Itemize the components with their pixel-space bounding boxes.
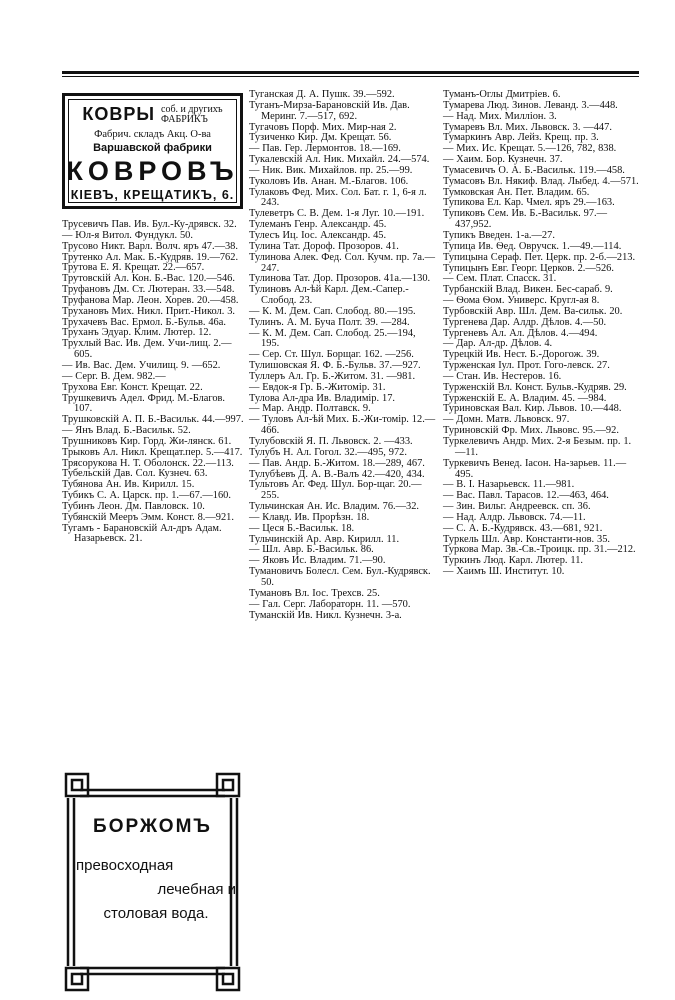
directory-entry: Турбанскiй Влад. Викен. Бес-сараб. 9.: [443, 284, 613, 296]
directory-entry: — Клавд. Ив. Прорѣзн. 18.: [249, 511, 370, 523]
carpet-ad-address: КIЕВЪ, КРЕЩАТИКЪ, 6.: [70, 188, 235, 202]
directory-entry: Тулова Ал-дра Ив. Владимiр. 17.: [249, 392, 395, 404]
header-rule-thin: [62, 76, 639, 77]
directory-entry: Тубинъ Леон. Дм. Павловск. 10.: [62, 500, 205, 512]
directory-entry: Тупикова Ел. Кар. Чмел. яръ 29.—163.: [443, 197, 615, 209]
directory-entry: — Пав. Гер. Лермонтов. 18.—169.: [249, 143, 401, 155]
carpet-ad-warsaw: Варшавской фабрики: [93, 142, 212, 154]
directory-entry: Трухова Евг. Конст. Крещат. 22.: [62, 381, 203, 393]
directory-entry: Тумасевичъ О. А. Б.-Васильк. 119.—458.: [443, 164, 625, 176]
directory-entry: Тульчинская Ан. Ис. Владим. 76.—32.: [249, 501, 420, 513]
directory-entry: Туркелевичъ Андр. Мих. 2-я Безым. пр. 1.—11.: [443, 436, 632, 458]
directory-entry: Тупицына Сераф. Пет. Церк. пр. 2-б.—213.: [443, 251, 636, 263]
directory-entry: Тубянскiй Мееръ Эмм. Конст. 8.—921.: [62, 511, 234, 523]
directory-entry: — Сер. Ст. Шул. Борщаг. 162. —256.: [249, 349, 414, 361]
directory-entry: Турбовскiй Авр. Шл. Дем. Ва-сильк. 20.: [443, 305, 623, 317]
directory-entry: — Евдок-я Гр. Б.-Житомiр. 31.: [249, 381, 386, 393]
directory-entry: Тупикъ Введен. 1-а.—27.: [443, 229, 555, 241]
directory-entry: Тузиченко Кир. Дм. Крещат. 56.: [249, 132, 392, 144]
directory-column-1: [62, 220, 245, 545]
directory-entry: Тумарева Люд. Зинов. Леванд. 3.—448.: [443, 99, 618, 111]
directory-entry: — К. М. Дем. Сап. Слобод. 25.—194, 195.: [249, 327, 416, 350]
directory-entry: — Ив. Вас. Дем. Училищ. 9. —652.: [62, 359, 221, 371]
directory-entry: Туганъ-Мирза-Барановскiй Ив. Дав. Меринг. 7.—517, 692.: [249, 99, 410, 122]
directory-entry: Трушниковъ Кир. Горд. Жи-лянск. 61.: [62, 435, 232, 447]
directory-entry: Трясорукова Н. Т. Оболонск. 22.—113.: [62, 457, 234, 469]
carpet-ad-warehouse: Фабрич. складъ Акц. О-ва: [94, 129, 211, 140]
directory-entry: Тупицынъ Евг. Георг. Церков. 2.—526.: [443, 262, 614, 274]
directory-entry: — Над. Мих. Миллiон. 3.: [443, 110, 557, 122]
directory-entry: Тупиковъ Сем. Ив. Б.-Васильк. 97.—437,952.: [443, 208, 608, 231]
directory-entry: Трусевичъ Пав. Ив. Бул.-Ку-дрявск. 32.: [62, 219, 237, 230]
directory-entry: Тумаревъ Вл. Мих. Львовск. 3. —447.: [443, 121, 612, 133]
directory-entry: Трутенко Ал. Мак. Б.-Кудряв. 19.—762.: [62, 251, 239, 263]
directory-entry: Трушковскiй А. П. Б.-Васильк. 44.—997.: [62, 414, 244, 426]
directory-entry: — Янъ Влад. Б.-Васильк. 52.: [62, 425, 191, 437]
directory-entry: Тумасовъ Вл. Някиф. Влад. Лыбед. 4.—571.: [443, 175, 639, 187]
directory-entry: Тульчинскiй Ар. Авр. Кирилл. 11.: [249, 533, 400, 545]
directory-entry: Тугамъ - Барановскiй Ал-дръ Адам. Назарьевск. 21.: [62, 522, 222, 545]
directory-entry: Тулубъ Н. Ал. Гогол. 32.—495, 972.: [249, 446, 407, 458]
carpet-ad-word: КОВРЫ: [82, 104, 156, 124]
directory-entry: Тультовъ Аг. Фед. Шул. Бор-щаг. 20.—255.: [249, 479, 422, 502]
directory-entry: Трухачевъ Вас. Ермол. Б.-Бульв. 46а.: [62, 316, 226, 328]
directory-entry: Труфановъ Дм. Ст. Лютеран. 33.—548.: [62, 284, 235, 296]
carpet-ad-factories-word: ФАБРИКЪ: [161, 113, 208, 125]
directory-entry: Туллеръ Ал. Гр. Б.-Житом. 31. —981.: [249, 370, 416, 382]
directory-entry: Трыковъ Ал. Никл. Крещат.пер. 5.—417.: [62, 446, 243, 458]
directory-entry: — С. А. Б.-Кудрявск. 43.—681, 921.: [443, 522, 603, 534]
borjomi-ad-slogan: [76, 854, 236, 926]
directory-entry: — Ник. Вик. Михайлов. пр. 25.—99.: [249, 164, 413, 176]
directory-entry: Тумковская Ан. Пет. Владим. 65.: [443, 186, 590, 198]
directory-entry: — Зин. Вильг. Андреевск. сп. 36.: [443, 501, 591, 513]
directory-entry: Турженскiй Вл. Конст. Бульв.-Кудряв. 29.: [443, 381, 627, 393]
directory-entry: Тулиновъ Ал-ѣй Карл. Дем.-Сапер.-Слобод. 23.: [249, 284, 409, 307]
directory-entry: — Вас. Павл. Тарасов. 12.—463, 464.: [443, 490, 609, 502]
directory-entry: Тулинова Тат. Дор. Прозоров. 41а.—130.: [249, 273, 431, 285]
directory-entry: — Дар. Ал-др. Дѣлов. 4.: [443, 338, 553, 350]
directory-entry: — Туловъ Ал-ѣй Мих. Б.-Жи-томiр. 12.—466.: [249, 414, 436, 437]
directory-entry: Турецкiй Ив. Нест. Б.-Дорогож. 39.: [443, 349, 600, 361]
directory-entry: Трухлый Вас. Ив. Дем. Учи-лищ. 2.—605.: [62, 338, 232, 361]
directory-entry: Трусово Никт. Варл. Волч. яръ 47.—38.: [62, 240, 238, 252]
directory-entry: — Стан. Ив. Нестеров. 16.: [443, 370, 562, 382]
directory-entry: — В. І. Назарьевск. 11.—981.: [443, 479, 575, 491]
directory-entry: Тулина Тат. Дороф. Прозоров. 41.: [249, 240, 399, 252]
directory-entry: Тулубовскiй Я. П. Львовск. 2. —433.: [249, 436, 413, 447]
directory-entry: Трутова Е. Я. Крещат. 22.—657.: [62, 262, 205, 274]
borjomi-ad-brand: БОРЖОМЪ: [93, 816, 212, 837]
directory-entry: Туманъ-Оглы Дмитрiев. 6.: [443, 89, 561, 100]
directory-entry: — Домн. Матв. Львовск. 97.: [443, 414, 570, 426]
directory-entry: — Юл-я Витол. Фундукл. 50.: [62, 229, 193, 241]
carpet-advertisement: [62, 93, 243, 209]
directory-entry: Тулубѣевъ Д. А. В.-Валъ 42.—420, 434.: [249, 468, 425, 480]
directory-entry: Турженскiй Е. А. Владим. 45. —984.: [443, 392, 607, 404]
directory-entry: — Хаим. Бор. Кузнечн. 37.: [443, 154, 563, 166]
directory-entry: Турженская Іул. Прот. Гого-левск. 27.: [443, 360, 610, 372]
directory-entry: Трушкевичъ Адел. Фрид. М.-Благов. 107.: [62, 392, 226, 415]
directory-entry: Туркинъ Люд. Карл. Лютер. 11.: [443, 555, 583, 567]
directory-entry: Тургеневъ Ал. Ал. Дѣлов. 4.—494.: [443, 327, 598, 339]
borjomi-ad-slogan-line-2: лечебная и: [157, 881, 236, 898]
directory-entry: Туркевичъ Венед. Іасон. На-зарьев. 11.—495.: [443, 457, 627, 480]
directory-entry: Тулишовская Я. Ф. Б.-Бульв. 37.—927.: [249, 360, 421, 372]
carpet-ad-headline: [65, 104, 240, 125]
directory-entry: Труханъ Эдуар. Клим. Лютер. 12.: [62, 327, 212, 339]
directory-entry: Тукалевскiй Ал. Ник. Михайл. 24.—574.: [249, 154, 430, 166]
directory-entry: — Сем. Плат. Спасск. 31.: [443, 273, 557, 285]
directory-entry: Тургенева Дар. Алдр. Дѣлов. 4.—50.: [443, 316, 607, 328]
directory-entry: Туманскiй Ив. Никл. Кузнечн. 3-а.: [249, 609, 402, 621]
directory-entry: — Мих. Ис. Крещат. 5.—126, 782, 838.: [443, 143, 617, 155]
directory-entry: Тулеманъ Генр. Александр. 45.: [249, 219, 387, 231]
directory-entry: Тумаркинъ Авр. Лейз. Крещ. пр. 3.: [443, 132, 599, 144]
directory-entry: Тулинъ. А. М. Буча Полт. 39. —284.: [249, 316, 410, 328]
directory-entry: Трутовскiй Ал. Кон. Б.-Вас. 120.—546.: [62, 273, 235, 285]
header-rule-thick: [62, 71, 639, 74]
directory-entry: — Шл. Авр. Б.-Васильк. 86.: [249, 544, 374, 556]
directory-entry: Туркова Мар. Зв.-Св.-Троицк. пр. 31.—212.: [443, 544, 636, 556]
directory-entry: Тубикъ С. А. Царск. пр. 1.—67.—160.: [62, 490, 231, 502]
directory-entry: Туколовъ Ив. Анан. М.-Благов. 106.: [249, 175, 409, 187]
directory-entry: Туриновская Вал. Кир. Львов. 10.—448.: [443, 403, 622, 415]
directory-entry: — Ѳома Ѳом. Универс. Кругл-ая 8.: [443, 295, 600, 307]
borjomi-advertisement: [62, 768, 243, 996]
directory-entry: — Мар. Андр. Полтавск. 9.: [249, 403, 371, 415]
borjomi-ad-slogan-line-1: превосходная: [76, 857, 174, 874]
directory-entry: Туганская Д. А. Пушк. 39.—592.: [249, 89, 395, 100]
directory-entry: Тугачовъ Порф. Мих. Мир-ная 2.: [249, 121, 397, 133]
directory-entry: Тубельскiй Дав. Сол. Кузнеч. 63.: [62, 468, 208, 480]
directory-entry: — Гал. Серг. Лабораторн. 11. —570.: [249, 598, 411, 610]
carpet-ad-brand: КОВРОВЪ: [66, 156, 239, 186]
directory-entry: — К. М. Дем. Сап. Слобод. 80.—195.: [249, 305, 416, 317]
borjomi-ad-slogan-line-3: столовая вода.: [103, 905, 209, 922]
directory-entry: Тулаковъ Фед. Мих. Сол. Бат. г. 1, 6-я л. 243.: [249, 186, 427, 209]
directory-entry: Тулесъ Иц. Іос. Александр. 45.: [249, 229, 387, 241]
directory-entry: Тумановъ Вл. Іос. Трехсв. 25.: [249, 587, 380, 599]
directory-entry: Туркель Шл. Авр. Константи-нов. 35.: [443, 533, 611, 545]
directory-entry: Тумановичъ Болесл. Сем. Бул.-Кудрявск. 50.: [249, 566, 431, 588]
directory-entry: — Пав. Андр. Б.-Житом. 18.—289, 467.: [249, 457, 425, 469]
directory-entry: Тулинова Алек. Фед. Сол. Кучм. пр. 7а.—247.: [249, 251, 436, 274]
directory-entry: — Цеся Б.-Васильк. 18.: [249, 522, 355, 534]
directory-column-2: [249, 90, 436, 621]
directory-column-3: [443, 90, 639, 578]
directory-entry: Туриновскiй Фр. Мих. Львовс. 95.—92.: [443, 425, 619, 437]
directory-entry: — Яковъ Ис. Владим. 71.—90.: [249, 555, 386, 567]
carpet-ad-factories: [161, 105, 223, 125]
directory-entry: — Над. Алдр. Львовск. 74.—11.: [443, 511, 586, 523]
directory-entry: — Серг. В. Дем. 982.—: [62, 370, 166, 382]
directory-entry: Труфанова Мар. Леон. Хорев. 20.—458.: [62, 294, 239, 306]
directory-entry: Тупица Ив. Ѳед. Овручск. 1.—49.—114.: [443, 240, 622, 252]
carpet-ad-own-others: соб. и другихъ: [161, 103, 223, 115]
directory-entry: Тубянова Ан. Ив. Кирилл. 15.: [62, 479, 195, 491]
directory-entry: Тулеветръ С. В. Дем. 1-я Луг. 10.—191.: [249, 208, 425, 220]
directory-entry: Трухановъ Мих. Никл. Прит.-Никол. 3.: [62, 305, 236, 317]
directory-entry: — Хаимъ Ш. Институт. 10.: [443, 566, 565, 578]
